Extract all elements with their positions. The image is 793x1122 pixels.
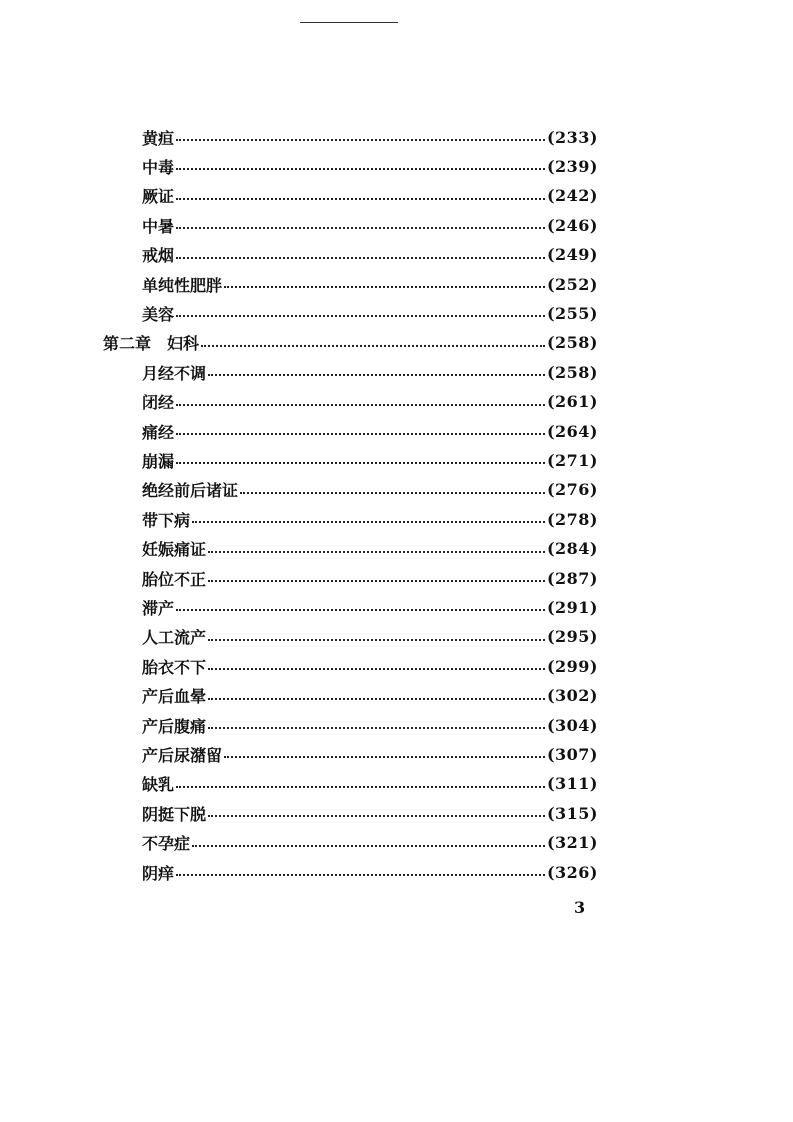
- toc-entry-title: 不孕症: [142, 834, 191, 854]
- toc-entry-page: (255): [546, 303, 598, 323]
- toc-entry[interactable]: [142, 269, 598, 299]
- toc-entry-title: 崩漏: [142, 451, 175, 471]
- toc-entry-title: 滞产: [142, 598, 175, 618]
- toc-entry-title: 胎位不正: [142, 569, 207, 589]
- toc-entry-page: (246): [546, 215, 598, 235]
- toc-entry-page: (252): [546, 274, 598, 294]
- dot-leader: [192, 504, 545, 534]
- toc-entry[interactable]: [142, 563, 598, 593]
- toc-entry-page: (261): [546, 392, 598, 412]
- toc-entry-page: (233): [546, 127, 598, 147]
- toc-entry[interactable]: [142, 445, 598, 475]
- toc-entry[interactable]: [142, 298, 598, 328]
- toc-entry-title: 第二章 妇科: [103, 334, 200, 354]
- dot-leader: [192, 828, 545, 858]
- toc-entry-title: 阴挺下脱: [142, 804, 207, 824]
- toc-entry-page: (304): [546, 715, 598, 735]
- toc-entry[interactable]: [142, 681, 598, 711]
- toc-entry-title: 妊娠痛证: [142, 540, 207, 560]
- top-rule: [300, 22, 398, 23]
- dot-leader: [208, 651, 545, 681]
- toc-entry-title: 胎衣不下: [142, 657, 207, 677]
- toc-entry[interactable]: [142, 504, 598, 534]
- toc-entry[interactable]: [142, 151, 598, 181]
- dot-leader: [201, 328, 545, 358]
- toc-entry-title: 单纯性肥胖: [142, 275, 223, 295]
- toc-entry-title: 厥证: [142, 187, 175, 207]
- toc-chapter-entry[interactable]: [103, 328, 598, 358]
- dot-leader: [208, 681, 545, 711]
- dot-leader: [176, 240, 545, 270]
- dot-leader: [176, 298, 545, 328]
- toc-entry[interactable]: [142, 592, 598, 622]
- dot-leader: [208, 357, 545, 387]
- toc-entry-page: (239): [546, 156, 598, 176]
- toc-entry-title: 人工流产: [142, 628, 207, 648]
- toc-entry-page: (315): [546, 803, 598, 823]
- toc-entry-page: (271): [546, 450, 598, 470]
- toc-entry-title: 黄疸: [142, 128, 175, 148]
- toc-entry-page: (321): [546, 833, 598, 853]
- toc-entry[interactable]: [142, 240, 598, 270]
- dot-leader: [176, 387, 545, 417]
- dot-leader: [176, 181, 545, 211]
- toc-entry-title: 中暑: [142, 216, 175, 236]
- toc-entry-page: (326): [546, 862, 598, 882]
- dot-leader: [208, 798, 545, 828]
- toc-entry[interactable]: [142, 710, 598, 740]
- toc-entry[interactable]: [142, 622, 598, 652]
- toc-entry-title: 闭经: [142, 393, 175, 413]
- dot-leader: [176, 151, 545, 181]
- toc-entry-title: 产后血晕: [142, 687, 207, 707]
- toc-entry[interactable]: [142, 769, 598, 799]
- toc-entry-page: (295): [546, 627, 598, 647]
- toc-entry-page: (299): [546, 656, 598, 676]
- toc-entry-page: (291): [546, 597, 598, 617]
- dot-leader: [176, 122, 545, 152]
- toc-entry-page: (249): [546, 245, 598, 265]
- dot-leader: [224, 269, 545, 299]
- toc-entry-page: (284): [546, 539, 598, 559]
- toc-entry-title: 中毒: [142, 157, 175, 177]
- toc-entry-title: 痛经: [142, 422, 175, 442]
- toc-entry[interactable]: [142, 122, 598, 152]
- toc-entry[interactable]: [142, 857, 598, 887]
- dot-leader: [208, 534, 545, 564]
- dot-leader: [208, 563, 545, 593]
- toc-entry-title: 戒烟: [142, 246, 175, 266]
- toc-entry-page: (287): [546, 568, 598, 588]
- toc-entry[interactable]: [142, 534, 598, 564]
- dot-leader: [176, 210, 545, 240]
- dot-leader: [224, 739, 545, 769]
- toc-entry-page: (258): [546, 333, 598, 353]
- toc-entry-title: 缺乳: [142, 775, 175, 795]
- toc-entry[interactable]: [142, 387, 598, 417]
- toc-entry-page: (302): [546, 686, 598, 706]
- toc-entry-title: 美容: [142, 304, 175, 324]
- dot-leader: [176, 416, 545, 446]
- toc-entry[interactable]: [142, 798, 598, 828]
- toc-entry[interactable]: [142, 475, 598, 505]
- toc-entry[interactable]: [142, 416, 598, 446]
- toc-entry-title: 绝经前后诸证: [142, 481, 239, 501]
- toc-entry[interactable]: [142, 210, 598, 240]
- toc-entry-title: 产后尿潴留: [142, 745, 223, 765]
- toc-entry[interactable]: [142, 181, 598, 211]
- toc-entry-page: (311): [546, 774, 598, 794]
- dot-leader: [176, 592, 545, 622]
- toc-entry[interactable]: [142, 828, 598, 858]
- dot-leader: [176, 445, 545, 475]
- dot-leader: [176, 857, 545, 887]
- toc-entry[interactable]: [142, 739, 598, 769]
- toc-entry-page: (242): [546, 186, 598, 206]
- dot-leader: [176, 769, 545, 799]
- toc-entry-title: 带下病: [142, 510, 191, 530]
- toc-entry-title: 月经不调: [142, 363, 207, 383]
- dot-leader: [208, 622, 545, 652]
- dot-leader: [240, 475, 545, 505]
- toc-entry-page: (264): [546, 421, 598, 441]
- toc-entry-page: (278): [546, 509, 598, 529]
- toc-entry-page: (258): [546, 362, 598, 382]
- toc-entry[interactable]: [142, 357, 598, 387]
- toc-entry-page: (276): [546, 480, 598, 500]
- toc-entry-title: 阴痒: [142, 863, 175, 883]
- page-number: 3: [574, 898, 586, 917]
- toc-entry[interactable]: [142, 651, 598, 681]
- toc-entry-title: 产后腹痛: [142, 716, 207, 736]
- toc-entry-page: (307): [546, 744, 598, 764]
- dot-leader: [208, 710, 545, 740]
